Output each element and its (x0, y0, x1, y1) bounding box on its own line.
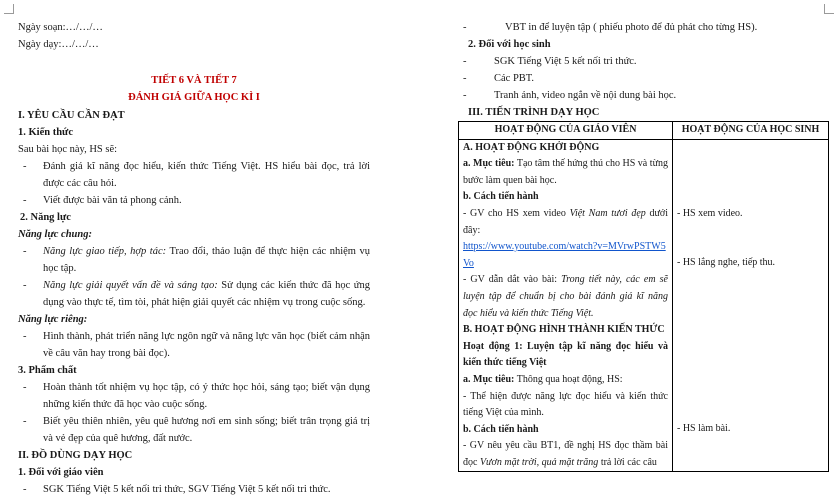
step-text: trả lời các câu (598, 456, 657, 468)
student-material-item: - SGK Tiếng Việt 5 kết nối tri thức. (458, 53, 828, 70)
subheading-teacher-materials: 1. Đối với giáo viên (18, 467, 104, 478)
goal-item: - Thể hiện được năng lực đọc hiểu và kiến thức tiếng Việt của mình. (463, 390, 668, 419)
competence-lead: Năng lực giải quyết vấn đề và sáng tạo: (43, 280, 218, 291)
student-material-item: - Các PBT. (458, 70, 828, 87)
video-link[interactable]: https://www.youtube.com/watch?v=MVrwPSTW5Vo (463, 241, 666, 269)
material-text: VBT in để luyện tập ( phiếu photo để đủ phát cho từng HS). (505, 22, 758, 33)
goal-text: Tạo tâm thế hứng thú cho HS và từng bước làm quen bài học. (463, 158, 668, 186)
goal-text: Thông qua hoạt động, HS: (514, 373, 623, 385)
student-step: - HS lắng nghe, tiếp thu. (677, 257, 776, 269)
step-text: - GV nêu yêu cầu BT1, đề nghị HS đọc thầm bài đọc (463, 440, 668, 468)
quality-item: - Biết yêu thiên nhiên, yêu quê hương nơi em sinh sống; biết trân trọng giá trị và vẻ đẹp của quê hương, đất nước. (18, 413, 370, 447)
goal-label: a. Mục tiêu: (463, 373, 515, 385)
step-text: - GV cho HS xem video (463, 207, 570, 219)
teacher-activity-cell (459, 139, 673, 472)
table-header-row (459, 122, 829, 140)
method-label: b. Cách tiến hành (463, 191, 539, 203)
student-step: - HS làm bài. (677, 422, 731, 434)
step-text: dưới đây: (463, 207, 668, 236)
video-title: Việt Nam tươi đẹp (569, 207, 646, 219)
competence-lead: Năng lực giao tiếp, hợp tác: (43, 246, 167, 257)
activity-1-title: Hoạt động 1: Luyện tập kĩ năng đọc hiểu và kiến thức tiếng Việt (463, 340, 668, 369)
teach-date: Ngày dạy:…/…/… (18, 39, 99, 50)
left-column (18, 0, 370, 498)
competence-text: Trao đổi, thảo luận để thực hiện các nhiệm vụ học tập. (43, 246, 370, 274)
competence-text: Sử dụng các kiến thức đã học ứng dụng vào thực tế, tìm tòi, phát hiện giải quyết các nhiệm vụ trong cuộc sống. (43, 280, 370, 308)
student-material-item: - Tranh ảnh, video ngắn về nội dung bài học. (458, 87, 828, 104)
activity-heading-knowledge: B. HOẠT ĐỘNG HÌNH THÀNH KIẾN THỨC (463, 324, 665, 336)
lesson-title: TIẾT 6 VÀ TIẾT 7 (151, 75, 237, 86)
general-competence-item (18, 277, 370, 311)
intro-quote: Trong tiết này, các em sẽ luyện tập để chuẩn bị cho bài đánh giá kĩ năng đọc hiểu và kiến thức Tiếng Việt. (463, 274, 668, 319)
specific-competence-item: - Hình thành, phát triển năng lực ngôn ngữ và năng lực văn học (biết cảm nhận về câu văn hay trong bài đọc). (18, 328, 370, 362)
teacher-material-item-continued (458, 19, 828, 36)
reading-title: Vươn mặt trời, quả mặt trăng (479, 456, 599, 468)
general-competence-item (18, 243, 370, 277)
teacher-column-header: HOẠT ĐỘNG CỦA GIÁO VIÊN (459, 122, 673, 140)
section-heading-materials: II. ĐỒ DÙNG DẠY HỌC (18, 450, 133, 461)
teacher-material-item: - SGK Tiếng Việt 5 kết nối tri thức, SGV Tiếng Việt 5 kết nối tri thức. (18, 481, 370, 498)
student-step: - HS xem video. (677, 207, 743, 219)
section-heading-procedure: III. TIẾN TRÌNH DẠY HỌC (468, 107, 600, 118)
subheading-qualities: 3. Phẩm chất (18, 365, 77, 376)
prep-date: Ngày soạn:…/…/… (18, 22, 103, 33)
student-activity-cell (673, 139, 829, 472)
student-column-header: HOẠT ĐỘNG CỦA HỌC SINH (673, 122, 829, 140)
activity-heading-start: A. HOẠT ĐỘNG KHỞI ĐỘNG (463, 141, 600, 153)
specific-competence-heading: Năng lực riêng: (18, 314, 88, 325)
lesson-subtitle: ĐÁNH GIÁ GIỮA HỌC KÌ I (128, 92, 260, 103)
goal-label: a. Mục tiêu: (463, 158, 515, 170)
method-label: b. Cách tiến hành (463, 423, 539, 435)
subheading-knowledge: 1. Kiến thức (18, 127, 74, 138)
subheading-competence: 2. Năng lực (20, 212, 71, 223)
lesson-activity-table (458, 121, 829, 472)
section-heading-requirements: I. YÊU CẦU CẦN ĐẠT (18, 110, 125, 121)
knowledge-item: - Đánh giá kĩ năng đọc hiểu, kiến thức Tiếng Việt. HS hiểu bài đọc, trả lời được các câu hỏi. (18, 158, 370, 192)
table-row (459, 139, 829, 472)
knowledge-intro: Sau bài học này, HS sẽ: (18, 144, 118, 155)
crop-mark-top-left (4, 4, 14, 14)
general-competence-heading: Năng lực chung: (18, 229, 92, 240)
step-text: - GV dẫn dắt vào bài: (463, 274, 562, 286)
quality-item: - Hoàn thành tốt nhiệm vụ học tập, có ý thức học hỏi, sáng tạo; biết vận dụng những kiến thức đã học vào cuộc sống. (18, 379, 370, 413)
subheading-student-materials: 2. Đối với học sinh (468, 39, 551, 50)
right-column (458, 0, 828, 472)
knowledge-item: - Viết được bài văn tả phong cảnh. (18, 192, 370, 209)
